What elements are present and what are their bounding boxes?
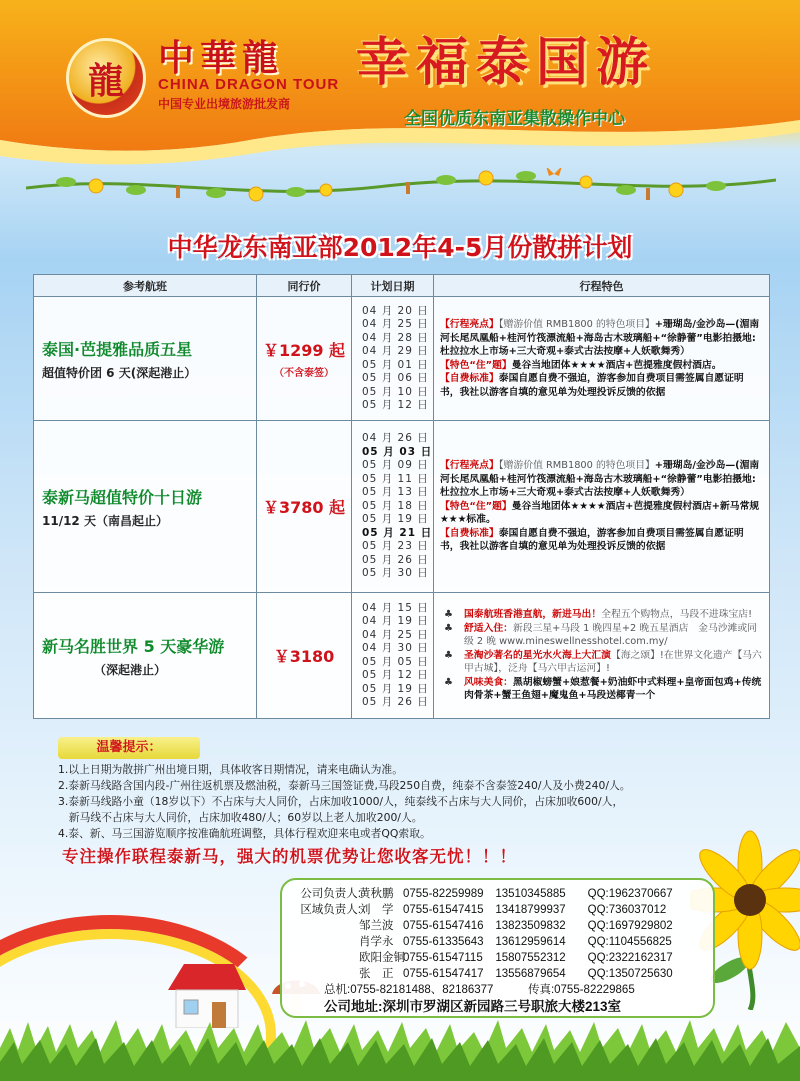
contact-row: 肖学永 0755-61335643 13612959614 QQ:1104556825 — [290, 934, 703, 950]
dates-cell — [352, 297, 434, 421]
date-item: 05 月 18 日 — [362, 499, 429, 512]
feature-text: 泰国自愿自费不强迫，游客参加自费项目需签属自愿证明书，我社以游客自填的意见单为处理投诉反馈的依据 — [440, 373, 744, 398]
date-item: 05 月 12 日 — [362, 669, 429, 681]
price-cell — [257, 421, 352, 593]
feature-text: 泰国自愿自费不强迫，游客参加自费项目需签属自愿证明书，我社以游客自填的意见单为处理投诉反馈的依据 — [440, 527, 744, 553]
feature-text: 全程五个购物点，马段不进珠宝店! — [601, 609, 753, 621]
feature-tag: 【自费标准】 — [440, 373, 499, 384]
feature-tag: 【行程亮点】 — [440, 460, 499, 472]
date-item: 04 月 25 日 — [362, 318, 429, 330]
tip-item: 新马线不占床与大人同价，占床加收480/人；60岁以上老人加收200/人。 — [58, 811, 423, 824]
feature-text: 新段三星+马段 1 晚四星+2 晚五星酒店 金马沙滩或同级 2 晚 www.mineswellnesshotel.com.my/ — [464, 622, 757, 648]
price: ￥1299 起 — [262, 341, 346, 360]
table-header-row — [34, 275, 770, 297]
bullet-icon: ♣ — [444, 676, 453, 688]
feature-text: +珊瑚岛/金沙岛—(湄南河长尾凤凰船+桂河竹筏漂流船+海岛古木玻璃船+“徐静蕾”电影拍摄地:杜拉拉水上市场+三大奇观+泰式古法按摩+人妖歌舞秀） — [440, 460, 760, 499]
feature-text: 曼谷当地团体★★★★酒店+芭提雅度假村酒店+新马常规★★★标准。 — [440, 500, 760, 526]
tips-list — [58, 762, 758, 842]
feature-gift: 【赠游价值 RMB1800 的特色项目】 — [498, 460, 655, 472]
price-cell — [257, 593, 352, 719]
contact-mobile: 13418799937 — [495, 904, 566, 916]
feature-tag: 【自费标准】 — [440, 527, 499, 539]
contact-qq: QQ:1697929802 — [587, 920, 673, 932]
tip-item: 3.泰新马线路小童（18岁以下）不占床与大人同价，占床加收1000/人，纯泰线不占床与大人同价，占床加收600/人， — [58, 795, 624, 808]
contact-mobile: 13556879654 — [495, 968, 566, 980]
date-item: 05 月 26 日 — [362, 696, 429, 708]
dragon-logo-icon: 龍 — [66, 38, 146, 118]
contact-label — [290, 918, 361, 934]
tip-item: 1.以上日期为散拼广州出境日期，具体收客日期情况，请来电确认为准。 — [58, 763, 404, 776]
date-item: 05 月 21 日 — [362, 526, 433, 539]
bullet-icon: ♣ — [444, 609, 453, 621]
feature-tag: 舒适入住： — [464, 622, 513, 634]
grass-decoration — [0, 1018, 800, 1081]
date-item: 05 月 01 日 — [362, 358, 429, 371]
schedule-table — [33, 274, 770, 719]
feature-tag: 【特色“住”题】 — [440, 500, 512, 512]
contact-qq: QQ:1962370667 — [587, 888, 673, 900]
header-features: 行程特色 — [434, 275, 770, 297]
contact-mobile: 15807552312 — [495, 952, 566, 964]
bullet-icon: ♣ — [444, 649, 453, 661]
route-cell — [34, 421, 257, 593]
date-item: 04 月 15 日 — [362, 601, 429, 614]
contact-row: 邹兰波 0755-61547416 13823509832 QQ:1697929802 — [290, 918, 703, 934]
header-dates: 计划日期 — [352, 275, 434, 297]
route-name: 新马名胜世界 5 天豪华游 — [42, 636, 225, 656]
date-item: 04 月 29 日 — [362, 345, 429, 357]
contact-tel: 0755-61547115 — [403, 952, 483, 964]
contact-row: 欧阳金铜 0755-61547115 15807552312 QQ:2322162317 — [290, 950, 703, 966]
price: ￥3180 — [273, 647, 335, 666]
date-item: 05 月 05 日 — [362, 655, 429, 668]
date-item: 04 月 26 日 — [362, 432, 429, 445]
date-item: 05 月 30 日 — [362, 567, 429, 580]
route-subtitle: （深起港止） — [94, 662, 167, 677]
feature-tag: 圣淘沙著名的星光水火海上大汇演 — [464, 649, 611, 661]
contact-qq: QQ:1104556825 — [587, 936, 672, 948]
date-item: 05 月 11 日 — [362, 472, 429, 485]
feature-tag: 国泰航班香港直航，新进马出！ — [464, 609, 602, 621]
header-flight: 参考航班 — [34, 275, 257, 297]
contact-row: 张 正 0755-61547417 13556879654 QQ:1350725630 — [290, 966, 703, 982]
contact-label: 公司负责人: — [300, 888, 362, 900]
contact-qq: QQ:2322162317 — [587, 952, 673, 964]
contact-mobile: 13823509832 — [495, 920, 566, 932]
contact-box — [280, 878, 715, 1018]
feature-text: +珊瑚岛/金沙岛—(湄南河长尾凤凰船+桂河竹筏漂流船+海岛古木玻璃船+“徐静蕾”电影拍摄地:杜拉拉水上市场+三大奇观+泰式古法按摩+人妖歌舞秀） — [440, 319, 760, 357]
brand-name-en: CHINA DRAGON TOUR — [158, 76, 340, 93]
tip-item: 4.泰、新、马三国游览顺序按准确航班调整，具体行程欢迎来电或者QQ索取。 — [58, 827, 431, 840]
contact-mobile: 13510345885 — [495, 888, 566, 900]
company-address: 公司地址:深圳市罗湖区新园路三号职旅大楼213室 — [324, 999, 622, 1014]
feature-text: 黑胡椒螃蟹+娘惹餐+奶油虾中式料理+皇帝面包鸡+传统肉骨茶+蟹王鱼翅+魔鬼鱼+马段送椰青一个 — [464, 676, 762, 702]
date-item: 05 月 10 日 — [362, 385, 429, 398]
tips-title: 温馨提示： — [58, 737, 200, 759]
route-name: 泰国·芭提雅品质五星 — [42, 339, 193, 359]
table-row — [34, 421, 770, 593]
route-cell — [34, 297, 257, 421]
contact-label — [290, 966, 361, 982]
contact-tel: 0755-61547415 — [403, 904, 484, 916]
features-cell — [434, 593, 770, 719]
page-title: 中华龙东南亚部2012年4-5月份散拼计划 — [167, 233, 633, 262]
contact-qq: QQ:1350725630 — [587, 968, 673, 980]
route-subtitle: 超值特价团 6 天(深起港止） — [42, 365, 197, 380]
feature-text: 曼谷当地团体★★★★酒店+芭提雅度假村酒店。 — [511, 359, 722, 371]
contact-mobile: 13612959614 — [495, 936, 566, 948]
promo-banner: 专注操作联程泰新马，强大的机票优势让您收客无忧！！！ — [62, 847, 517, 866]
feature-gift: 【赠游价值 RMB1800 的特色项目】 — [498, 319, 655, 330]
features-cell — [434, 297, 770, 421]
table-row — [34, 593, 770, 719]
contact-row: 区域负责人: 刘 学 0755-61547415 13418799937 QQ:736037012 — [290, 902, 703, 918]
date-item: 04 月 20 日 — [362, 304, 429, 317]
brand-name-cn: 中華龍 — [158, 37, 285, 79]
date-item: 04 月 28 日 — [362, 331, 429, 344]
date-item: 04 月 19 日 — [362, 615, 429, 627]
contact-tel: 0755-61335643 — [403, 936, 484, 948]
route-name: 泰新马超值特价十日游 — [42, 487, 203, 507]
dates-cell — [352, 593, 434, 719]
date-item: 05 月 13 日 — [362, 486, 429, 499]
date-item: 04 月 25 日 — [362, 628, 429, 641]
contact-label: 区域负责人: — [300, 904, 362, 916]
feature-tag: 【行程亮点】 — [440, 319, 499, 330]
feature-tag: 风味美食： — [464, 676, 513, 688]
sub-slogan: 全国优质东南亚集散操作中心 — [404, 109, 625, 129]
contact-label — [290, 950, 361, 966]
date-item: 05 月 19 日 — [362, 513, 429, 526]
switchboard-fax: 总机:0755-82181488、82186377 传真:0755-82229865 — [324, 984, 635, 996]
tip-item: 2.泰新马线路含国内段-广州往返机票及燃油税，泰新马三国签证费,马段250自费，纯泰不含泰签240/人及小费240/人。 — [58, 779, 631, 792]
date-item: 05 月 26 日 — [362, 553, 429, 566]
route-cell — [34, 593, 257, 719]
flower-vine-decoration — [26, 168, 776, 218]
slogan: 幸福泰国游 — [356, 32, 657, 93]
date-item: 05 月 23 日 — [362, 540, 429, 553]
bullet-icon: ♣ — [444, 622, 453, 634]
date-item: 05 月 03 日 — [362, 445, 433, 458]
contact-qq: QQ:736037012 — [587, 904, 667, 916]
price: ￥3780 起 — [262, 498, 346, 517]
brand-subtitle: 中国专业出境旅游批发商 — [158, 97, 291, 111]
price-cell — [257, 297, 352, 421]
contact-tel: 0755-61547416 — [403, 920, 484, 932]
date-item: 05 月 06 日 — [362, 372, 429, 384]
date-item: 05 月 19 日 — [362, 682, 429, 695]
features-cell — [434, 421, 770, 593]
contact-tel: 0755-61547417 — [403, 968, 484, 980]
route-subtitle: 11/12 天（南昌起止） — [42, 513, 168, 528]
date-item: 05 月 09 日 — [362, 459, 429, 472]
table-row — [34, 297, 770, 421]
contact-label — [290, 934, 361, 950]
date-item: 05 月 12 日 — [362, 399, 429, 411]
dates-cell — [352, 421, 434, 593]
feature-tag: 【特色“住”题】 — [440, 359, 512, 371]
contact-row: 公司负责人: 黄秋鹏 0755-82259989 13510345885 QQ:1962370667 — [290, 886, 703, 902]
feature-text: 【海之颂】!在世界文化遗产【马六甲古城】，泛舟【马六甲古运河】! — [464, 649, 762, 675]
date-item: 04 月 30 日 — [362, 642, 429, 654]
contact-tel: 0755-82259989 — [403, 888, 484, 900]
header-price: 同行价 — [257, 275, 352, 297]
price-note: （不含泰签） — [274, 368, 334, 379]
